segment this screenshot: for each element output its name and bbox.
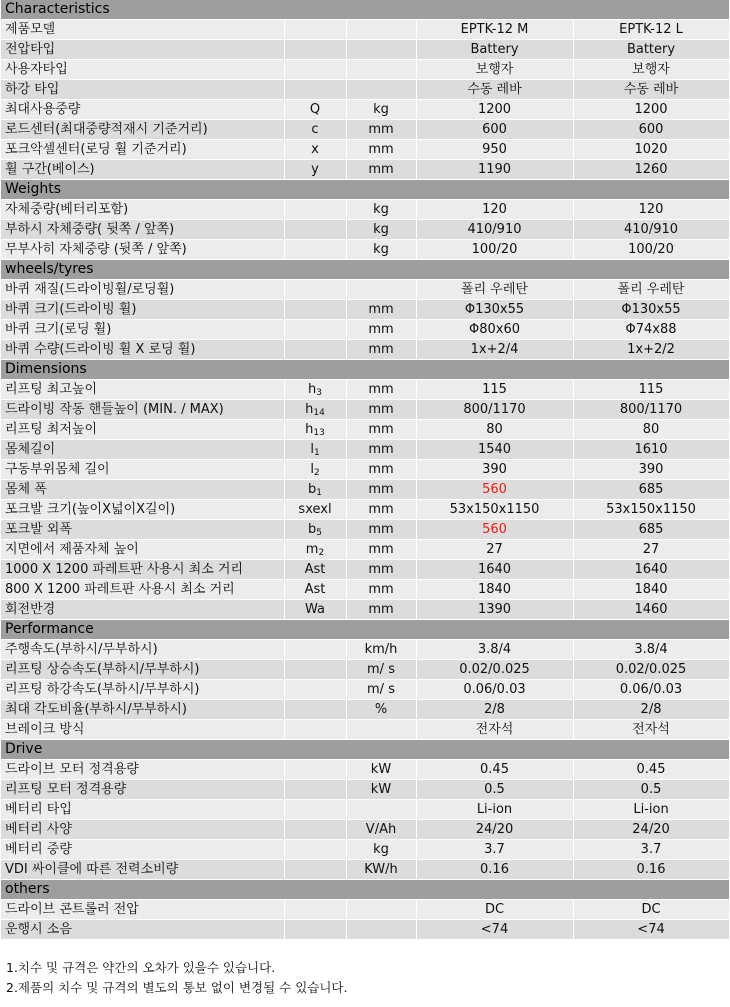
section-title: wheels/tyres bbox=[1, 260, 729, 280]
spec-value-eptk-12-m: Battery bbox=[416, 40, 573, 60]
spec-label: 전압타입 bbox=[1, 40, 284, 60]
spec-value-eptk-12-m: Φ80x60 bbox=[416, 320, 573, 340]
spec-symbol-text: h bbox=[308, 382, 317, 397]
spec-row bbox=[1, 640, 729, 660]
spec-row bbox=[1, 480, 729, 500]
spec-row bbox=[1, 20, 729, 40]
spec-symbol-subscript: 13 bbox=[313, 428, 325, 438]
spec-unit bbox=[346, 20, 416, 40]
spec-value-eptk-12-l: 1020 bbox=[573, 140, 729, 160]
spec-symbol-subscript: 2 bbox=[318, 548, 325, 558]
spec-unit: V/Ah bbox=[346, 820, 416, 840]
spec-symbol-text: h bbox=[305, 402, 314, 417]
spec-symbol bbox=[284, 920, 346, 940]
spec-row bbox=[1, 300, 729, 320]
spec-value-eptk-12-m: 560 bbox=[416, 520, 573, 540]
spec-symbol bbox=[284, 300, 346, 320]
spec-row bbox=[1, 340, 729, 360]
spec-value-eptk-12-m: 1840 bbox=[416, 580, 573, 600]
spec-symbol-subscript: 2 bbox=[313, 468, 320, 478]
spec-label: 지면에서 제품자체 높이 bbox=[1, 540, 284, 560]
spec-symbol-text: m bbox=[305, 542, 319, 557]
section-title: Drive bbox=[1, 740, 729, 760]
spec-label: 부하시 자체중량( 뒷쪽 / 앞쪽) bbox=[1, 220, 284, 240]
spec-label: 브레이크 방식 bbox=[1, 720, 284, 740]
spec-label: 바퀴 재질(드라이빙휠/로딩휠) bbox=[1, 280, 284, 300]
spec-unit bbox=[346, 40, 416, 60]
spec-row bbox=[1, 100, 729, 120]
spec-value-eptk-12-l: 600 bbox=[573, 120, 729, 140]
spec-symbol bbox=[284, 540, 346, 560]
spec-row bbox=[1, 380, 729, 400]
spec-label: 최대사용중량 bbox=[1, 100, 284, 120]
spec-label: 제품모델 bbox=[1, 20, 284, 40]
spec-value-eptk-12-l: <74 bbox=[573, 920, 729, 940]
spec-value-eptk-12-m: 27 bbox=[416, 540, 573, 560]
section-header bbox=[1, 620, 729, 640]
spec-symbol bbox=[284, 780, 346, 800]
spec-label: 포크발 외폭 bbox=[1, 520, 284, 540]
spec-label: 바퀴 크기(드라이빙 휠) bbox=[1, 300, 284, 320]
spec-value-eptk-12-m: 0.06/0.03 bbox=[416, 680, 573, 700]
spec-value-eptk-12-l: EPTK-12 L bbox=[573, 20, 729, 40]
spec-label: 바퀴 수량(드라이빙 휠 X 로딩 휠) bbox=[1, 340, 284, 360]
spec-value-eptk-12-m: 3.7 bbox=[416, 840, 573, 860]
spec-value-eptk-12-m: 950 bbox=[416, 140, 573, 160]
spec-symbol-text: y bbox=[311, 162, 319, 177]
spec-symbol bbox=[284, 240, 346, 260]
spec-value-eptk-12-m: 24/20 bbox=[416, 820, 573, 840]
spec-unit: KW/h bbox=[346, 860, 416, 880]
spec-symbol bbox=[284, 720, 346, 740]
spec-symbol bbox=[284, 520, 346, 540]
spec-unit: mm bbox=[346, 120, 416, 140]
spec-row bbox=[1, 120, 729, 140]
spec-label: 드라이브 모터 정격용량 bbox=[1, 760, 284, 780]
spec-symbol-subscript: 1 bbox=[316, 488, 322, 498]
spec-label: 드라이브 콘트롤러 전압 bbox=[1, 900, 284, 920]
spec-symbol bbox=[284, 580, 346, 600]
spec-unit: mm bbox=[346, 400, 416, 420]
spec-unit: mm bbox=[346, 540, 416, 560]
spec-value-eptk-12-l: 24/20 bbox=[573, 820, 729, 840]
spec-row bbox=[1, 80, 729, 100]
spec-unit bbox=[346, 800, 416, 820]
spec-label: 주행속도(부하시/무부하시) bbox=[1, 640, 284, 660]
spec-label: 포크악셀센터(로딩 휠 기준거리) bbox=[1, 140, 284, 160]
spec-value-eptk-12-l: 120 bbox=[573, 200, 729, 220]
spec-row bbox=[1, 220, 729, 240]
spec-unit bbox=[346, 900, 416, 920]
spec-label: 구동부위몸체 길이 bbox=[1, 460, 284, 480]
spec-unit: mm bbox=[346, 460, 416, 480]
spec-value-eptk-12-m: <74 bbox=[416, 920, 573, 940]
spec-row bbox=[1, 780, 729, 800]
spec-row bbox=[1, 240, 729, 260]
spec-symbol bbox=[284, 480, 346, 500]
spec-value-eptk-12-l: Battery bbox=[573, 40, 729, 60]
spec-row bbox=[1, 860, 729, 880]
spec-unit: mm bbox=[346, 300, 416, 320]
spec-value-eptk-12-m: 800/1170 bbox=[416, 400, 573, 420]
spec-value-eptk-12-m: 0.5 bbox=[416, 780, 573, 800]
spec-symbol bbox=[284, 220, 346, 240]
spec-value-eptk-12-m: 수동 레바 bbox=[416, 80, 573, 100]
spec-symbol bbox=[284, 440, 346, 460]
spec-row bbox=[1, 280, 729, 300]
spec-symbol-text: x bbox=[311, 142, 319, 157]
spec-value-eptk-12-l: 보행자 bbox=[573, 60, 729, 80]
spec-symbol bbox=[284, 660, 346, 680]
section-header bbox=[1, 740, 729, 760]
spec-value-eptk-12-l: 685 bbox=[573, 520, 729, 540]
spec-unit: mm bbox=[346, 500, 416, 520]
spec-label: 사용자타입 bbox=[1, 60, 284, 80]
spec-symbol-text: l bbox=[310, 462, 314, 477]
spec-value-eptk-12-m: Φ130x55 bbox=[416, 300, 573, 320]
spec-row bbox=[1, 800, 729, 820]
spec-value-eptk-12-l: 3.8/4 bbox=[573, 640, 729, 660]
spec-symbol-text: sxexl bbox=[298, 502, 332, 517]
spec-unit: mm bbox=[346, 580, 416, 600]
spec-symbol bbox=[284, 140, 346, 160]
spec-symbol bbox=[284, 380, 346, 400]
spec-row bbox=[1, 700, 729, 720]
spec-label: 회전반경 bbox=[1, 600, 284, 620]
spec-value-eptk-12-l: 1260 bbox=[573, 160, 729, 180]
spec-value-eptk-12-m: 1190 bbox=[416, 160, 573, 180]
spec-row bbox=[1, 440, 729, 460]
spec-unit: kg bbox=[346, 220, 416, 240]
spec-symbol bbox=[284, 560, 346, 580]
spec-label: 리프팅 최고높이 bbox=[1, 380, 284, 400]
spec-symbol bbox=[284, 60, 346, 80]
spec-value-eptk-12-l: 폴리 우레탄 bbox=[573, 280, 729, 300]
spec-unit bbox=[346, 920, 416, 940]
spec-symbol bbox=[284, 460, 346, 480]
spec-symbol-text: c bbox=[311, 122, 319, 137]
spec-symbol-text: Q bbox=[309, 102, 321, 117]
spec-row bbox=[1, 400, 729, 420]
spec-unit: mm bbox=[346, 420, 416, 440]
section-title: Characteristics bbox=[1, 0, 729, 20]
spec-value-eptk-12-m: 전자석 bbox=[416, 720, 573, 740]
section-header bbox=[1, 260, 729, 280]
spec-value-eptk-12-m: 53x150x1150 bbox=[416, 500, 573, 520]
spec-value-eptk-12-l: 0.45 bbox=[573, 760, 729, 780]
spec-value-eptk-12-m: 120 bbox=[416, 200, 573, 220]
spec-row bbox=[1, 520, 729, 540]
spec-table-body bbox=[1, 0, 729, 940]
spec-label: 자체중량(베터리포함) bbox=[1, 200, 284, 220]
spec-row bbox=[1, 900, 729, 920]
spec-value-eptk-12-l: 1x+2/2 bbox=[573, 340, 729, 360]
note-1: 1.치수 및 규격은 약간의 오차가 있을수 있습니다. bbox=[6, 960, 276, 975]
spec-unit: kg bbox=[346, 200, 416, 220]
spec-label: 몸체 폭 bbox=[1, 480, 284, 500]
spec-symbol bbox=[284, 840, 346, 860]
spec-unit bbox=[346, 720, 416, 740]
spec-unit: mm bbox=[346, 320, 416, 340]
spec-unit: km/h bbox=[346, 640, 416, 660]
spec-row bbox=[1, 420, 729, 440]
spec-value-eptk-12-m: 80 bbox=[416, 420, 573, 440]
spec-unit: mm bbox=[346, 440, 416, 460]
spec-value-eptk-12-l: 53x150x1150 bbox=[573, 500, 729, 520]
spec-value-eptk-12-m: 0.02/0.025 bbox=[416, 660, 573, 680]
spec-label: 베터리 사양 bbox=[1, 820, 284, 840]
spec-row bbox=[1, 140, 729, 160]
spec-value-eptk-12-m: 3.8/4 bbox=[416, 640, 573, 660]
spec-symbol bbox=[284, 400, 346, 420]
spec-symbol bbox=[284, 420, 346, 440]
spec-value-eptk-12-l: 0.02/0.025 bbox=[573, 660, 729, 680]
spec-value-eptk-12-l: 800/1170 bbox=[573, 400, 729, 420]
spec-value-eptk-12-l: 115 bbox=[573, 380, 729, 400]
spec-symbol bbox=[284, 500, 346, 520]
spec-symbol-subscript: 3 bbox=[316, 388, 322, 398]
section-title: Performance bbox=[1, 620, 729, 640]
spec-row bbox=[1, 920, 729, 940]
spec-label: 리프팅 모터 정격용량 bbox=[1, 780, 284, 800]
spec-value-eptk-12-l: 100/20 bbox=[573, 240, 729, 260]
spec-value-eptk-12-l: 1200 bbox=[573, 100, 729, 120]
spec-value-eptk-12-m: 115 bbox=[416, 380, 573, 400]
notes bbox=[0, 958, 730, 998]
spec-unit: m/ s bbox=[346, 660, 416, 680]
spec-row bbox=[1, 200, 729, 220]
spec-symbol bbox=[284, 700, 346, 720]
spec-symbol-text: h bbox=[305, 422, 314, 437]
spec-value-eptk-12-m: Li-ion bbox=[416, 800, 573, 820]
spec-label: 하강 타입 bbox=[1, 80, 284, 100]
spec-value-eptk-12-m: DC bbox=[416, 900, 573, 920]
spec-symbol bbox=[284, 900, 346, 920]
spec-value-eptk-12-m: 1390 bbox=[416, 600, 573, 620]
spec-value-eptk-12-m: 0.45 bbox=[416, 760, 573, 780]
spec-symbol bbox=[284, 80, 346, 100]
spec-row bbox=[1, 560, 729, 580]
spec-label: 리프팅 상승속도(부하시/무부하시) bbox=[1, 660, 284, 680]
section-header bbox=[1, 180, 729, 200]
spec-symbol bbox=[284, 820, 346, 840]
spec-value-eptk-12-l: 2/8 bbox=[573, 700, 729, 720]
spec-label: 포크발 크기(높이X넓이X길이) bbox=[1, 500, 284, 520]
spec-value-eptk-12-l: 3.7 bbox=[573, 840, 729, 860]
spec-symbol bbox=[284, 320, 346, 340]
spec-row bbox=[1, 680, 729, 700]
spec-row bbox=[1, 540, 729, 560]
spec-label: 베터리 타입 bbox=[1, 800, 284, 820]
spec-label: 로드센터(최대중량적재시 기준거리) bbox=[1, 120, 284, 140]
spec-symbol-text: b bbox=[308, 482, 317, 497]
spec-row bbox=[1, 760, 729, 780]
spec-label: 무부사히 자체중량 (뒷쪽 / 앞쪽) bbox=[1, 240, 284, 260]
spec-value-eptk-12-l: 0.5 bbox=[573, 780, 729, 800]
spec-row bbox=[1, 660, 729, 680]
spec-symbol bbox=[284, 680, 346, 700]
spec-unit: mm bbox=[346, 520, 416, 540]
spec-value-eptk-12-m: 410/910 bbox=[416, 220, 573, 240]
spec-label: 리프팅 하강속도(부하시/무부하시) bbox=[1, 680, 284, 700]
spec-symbol bbox=[284, 860, 346, 880]
spec-unit: mm bbox=[346, 600, 416, 620]
spec-value-eptk-12-l: 27 bbox=[573, 540, 729, 560]
spec-row bbox=[1, 40, 729, 60]
spec-symbol bbox=[284, 100, 346, 120]
spec-symbol bbox=[284, 20, 346, 40]
spec-unit: mm bbox=[346, 480, 416, 500]
spec-value-eptk-12-l: 685 bbox=[573, 480, 729, 500]
spec-symbol-subscript: 1 bbox=[313, 448, 320, 458]
spec-value-eptk-12-m: 1540 bbox=[416, 440, 573, 460]
section-header bbox=[1, 0, 729, 20]
spec-unit bbox=[346, 80, 416, 100]
spec-value-eptk-12-l: 전자석 bbox=[573, 720, 729, 740]
spec-value-eptk-12-m: 1640 bbox=[416, 560, 573, 580]
spec-unit: mm bbox=[346, 160, 416, 180]
spec-symbol bbox=[284, 40, 346, 60]
spec-value-eptk-12-l: 수동 레바 bbox=[573, 80, 729, 100]
section-title: Dimensions bbox=[1, 360, 729, 380]
spec-unit: mm bbox=[346, 140, 416, 160]
spec-symbol bbox=[284, 280, 346, 300]
spec-value-eptk-12-m: 0.16 bbox=[416, 860, 573, 880]
spec-value-eptk-12-m: 보행자 bbox=[416, 60, 573, 80]
spec-label: VDI 싸이클에 따른 전력소비량 bbox=[1, 860, 284, 880]
spec-label: 바퀴 크기(로딩 휠) bbox=[1, 320, 284, 340]
spec-value-eptk-12-m: 폴리 우레탄 bbox=[416, 280, 573, 300]
spec-symbol-subscript: 14 bbox=[313, 408, 325, 418]
spec-value-eptk-12-l: 0.06/0.03 bbox=[573, 680, 729, 700]
spec-label: 베터리 중량 bbox=[1, 840, 284, 860]
spec-row bbox=[1, 500, 729, 520]
spec-value-eptk-12-l: 0.16 bbox=[573, 860, 729, 880]
spec-row bbox=[1, 160, 729, 180]
spec-row bbox=[1, 320, 729, 340]
spec-unit bbox=[346, 60, 416, 80]
spec-value-eptk-12-l: 1640 bbox=[573, 560, 729, 580]
spec-row bbox=[1, 820, 729, 840]
spec-label: 몸체길이 bbox=[1, 440, 284, 460]
spec-value-eptk-12-m: 100/20 bbox=[416, 240, 573, 260]
spec-symbol-subscript: 5 bbox=[316, 528, 322, 538]
note-2: 2.제품의 치수 및 규격의 별도의 통보 없이 변경될 수 있습니다. bbox=[6, 980, 348, 995]
spec-value-eptk-12-l: 410/910 bbox=[573, 220, 729, 240]
spec-unit: mm bbox=[346, 380, 416, 400]
spec-value-eptk-12-m: 2/8 bbox=[416, 700, 573, 720]
spec-value-eptk-12-l: 1460 bbox=[573, 600, 729, 620]
spec-symbol-text: Ast bbox=[304, 562, 326, 577]
spec-symbol bbox=[284, 160, 346, 180]
spec-value-eptk-12-l: DC bbox=[573, 900, 729, 920]
spec-value-eptk-12-l: Φ130x55 bbox=[573, 300, 729, 320]
spec-table bbox=[1, 0, 730, 940]
spec-row bbox=[1, 460, 729, 480]
spec-row bbox=[1, 720, 729, 740]
spec-label: 드라이빙 작동 핸들높이 (MIN. / MAX) bbox=[1, 400, 284, 420]
section-title: Weights bbox=[1, 180, 729, 200]
spec-value-eptk-12-m: 1x+2/4 bbox=[416, 340, 573, 360]
spec-unit: mm bbox=[346, 560, 416, 580]
spec-symbol bbox=[284, 340, 346, 360]
spec-symbol bbox=[284, 800, 346, 820]
spec-symbol-text: l bbox=[310, 442, 314, 457]
spec-unit: kg bbox=[346, 240, 416, 260]
spec-value-eptk-12-l: 1610 bbox=[573, 440, 729, 460]
spec-value-eptk-12-m: EPTK-12 M bbox=[416, 20, 573, 40]
spec-value-eptk-12-l: 390 bbox=[573, 460, 729, 480]
spec-symbol-text: Wa bbox=[305, 602, 325, 617]
spec-unit: kW bbox=[346, 780, 416, 800]
spec-label: 800 X 1200 파레트판 사용시 최소 거리 bbox=[1, 580, 284, 600]
spec-unit: kg bbox=[346, 100, 416, 120]
spec-unit bbox=[346, 280, 416, 300]
spec-value-eptk-12-m: 560 bbox=[416, 480, 573, 500]
spec-value-eptk-12-l: 1840 bbox=[573, 580, 729, 600]
spec-row bbox=[1, 600, 729, 620]
spec-symbol bbox=[284, 760, 346, 780]
spec-label: 운행시 소음 bbox=[1, 920, 284, 940]
spec-unit: mm bbox=[346, 340, 416, 360]
spec-symbol-text: b bbox=[308, 522, 317, 537]
section-header bbox=[1, 360, 729, 380]
spec-value-eptk-12-m: 390 bbox=[416, 460, 573, 480]
spec-label: 리프팅 최저높이 bbox=[1, 420, 284, 440]
spec-label: 최대 각도비율(부하시/무부하시) bbox=[1, 700, 284, 720]
spec-unit: kg bbox=[346, 840, 416, 860]
spec-symbol bbox=[284, 640, 346, 660]
spec-unit: % bbox=[346, 700, 416, 720]
spec-symbol bbox=[284, 600, 346, 620]
spec-symbol bbox=[284, 200, 346, 220]
section-header bbox=[1, 880, 729, 900]
spec-value-eptk-12-l: 80 bbox=[573, 420, 729, 440]
spec-value-eptk-12-m: 1200 bbox=[416, 100, 573, 120]
spec-value-eptk-12-l: Φ74x88 bbox=[573, 320, 729, 340]
spec-label: 휠 구간(베이스) bbox=[1, 160, 284, 180]
section-title: others bbox=[1, 880, 729, 900]
spec-symbol bbox=[284, 120, 346, 140]
spec-row bbox=[1, 840, 729, 860]
spec-label: 1000 X 1200 파레트판 사용시 최소 거리 bbox=[1, 560, 284, 580]
spec-value-eptk-12-m: 600 bbox=[416, 120, 573, 140]
spec-row bbox=[1, 60, 729, 80]
spec-value-eptk-12-l: Li-ion bbox=[573, 800, 729, 820]
spec-symbol-text: Ast bbox=[304, 582, 326, 597]
spec-row bbox=[1, 580, 729, 600]
spec-unit: m/ s bbox=[346, 680, 416, 700]
spec-unit: kW bbox=[346, 760, 416, 780]
